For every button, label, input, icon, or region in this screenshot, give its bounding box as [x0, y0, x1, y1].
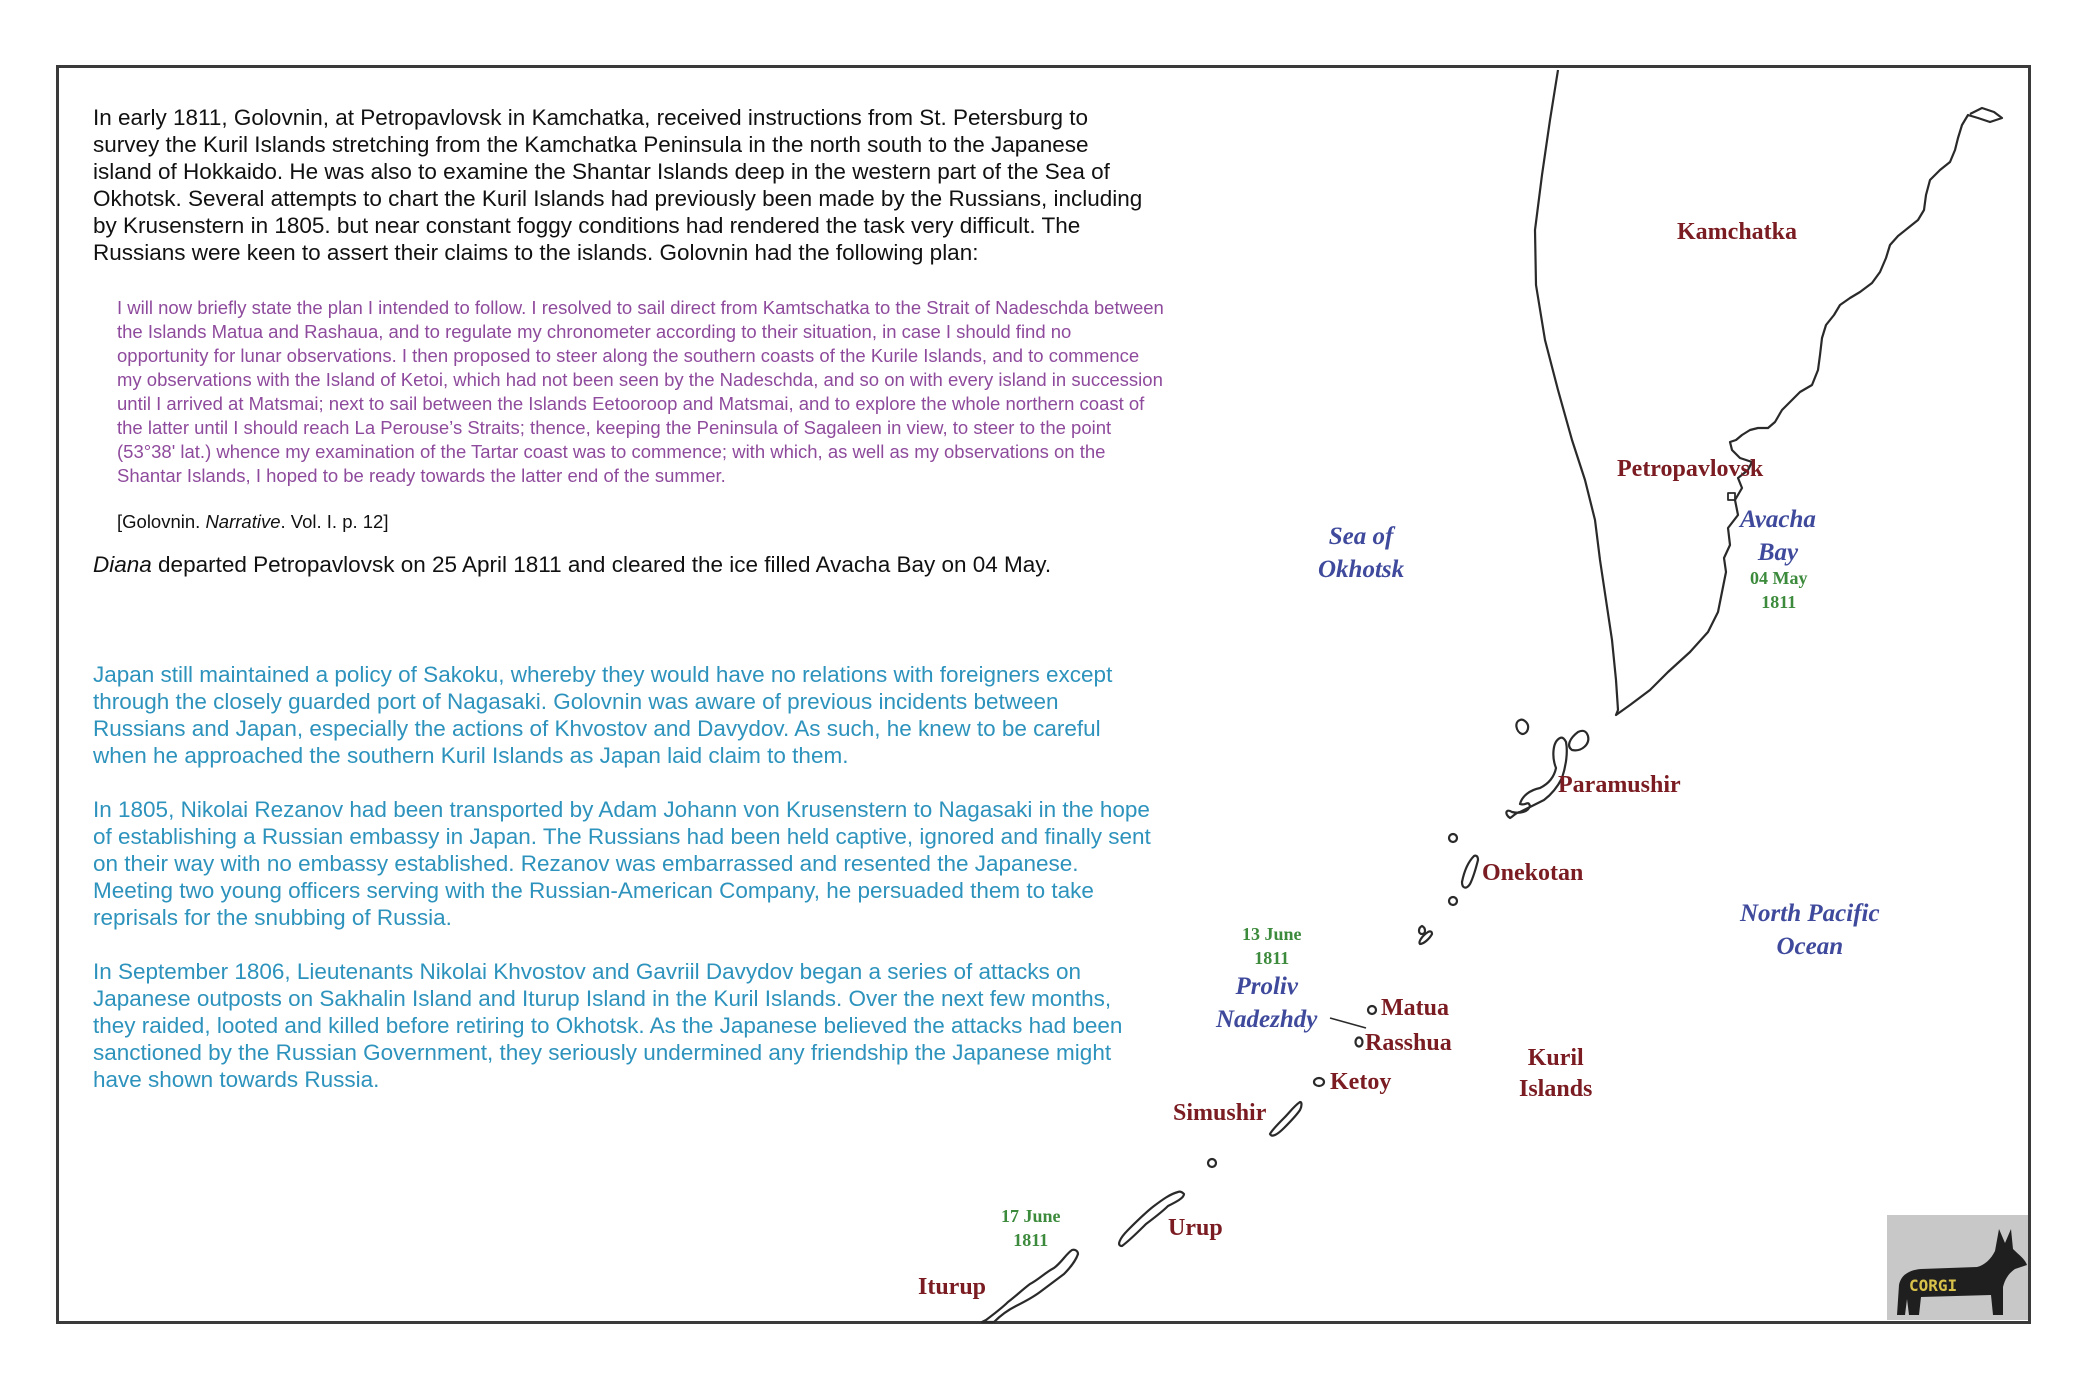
- island-matua: [1368, 1006, 1376, 1014]
- island-ketoy: [1314, 1078, 1324, 1086]
- island-iturup: [982, 1250, 1078, 1322]
- strait-leader-line: [1330, 1018, 1366, 1028]
- logo-text: CORGI: [1909, 1276, 1958, 1295]
- label-rasshua: Rasshua: [1365, 1030, 1452, 1056]
- khvostov-paragraph: In September 1806, Lieutenants Nikolai Khvostov and Gavriil Davydov began a series of attacks on Japanese outposts on Sakhalin Island and Iturup Island in the Kuril Islands. Over the next few months, they raided, looted and killed before retiring to Okhotsk. As the Japanese believed the attacks had been sanctioned by the Russian Government, they seriously undermined any friendship the Japanese might have shown towards Russia.: [93, 959, 1123, 1092]
- label-paramushir: Paramushir: [1558, 772, 1681, 798]
- date-avacha-may: [1750, 568, 1808, 613]
- label-matua: Matua: [1381, 995, 1449, 1021]
- island-atlasov: [1516, 720, 1528, 734]
- date-june13-line1: 13 June: [1242, 924, 1302, 944]
- label-kamchatka: Kamchatka: [1677, 219, 1797, 245]
- label-petropavlovsk: Petropavlovsk: [1617, 456, 1764, 482]
- island-small-2: [1449, 897, 1457, 905]
- petropavlovsk-marker: [1728, 493, 1735, 500]
- island-small-5: [1208, 1159, 1216, 1167]
- label-sea-of-okhotsk: [1318, 523, 1404, 584]
- label-iturup: Iturup: [918, 1274, 987, 1300]
- proliv-line1: Proliv: [1235, 973, 1298, 1000]
- island-shumshu: [1569, 731, 1588, 751]
- date-13-june: [1242, 924, 1302, 969]
- proliv-line2: Nadezhdy: [1216, 1006, 1318, 1033]
- kamchatka-coastline: [1535, 70, 2002, 715]
- avacha-line1: Avacha: [1740, 506, 1816, 533]
- sakoku-paragraph: Japan still maintained a policy of Sakoku, whereby they would have no relations with foreigners except through the closely guarded port of Nagasaki. Golovnin was aware of previous incidents between Russians and Japan, especially the actions of Khvostov and Davydov. As such, he knew to be careful when he approached the southern Kuril Islands as Japan laid claim to them.: [93, 662, 1113, 768]
- label-kuril-line1: Kuril: [1527, 1045, 1584, 1071]
- label-kuril-line2: Islands: [1519, 1076, 1593, 1102]
- date-june17-line2: 1811: [1013, 1230, 1049, 1250]
- island-small-3: [1419, 926, 1425, 934]
- label-proliv-nadezhdy: [1216, 973, 1317, 1034]
- island-small-1: [1449, 834, 1457, 842]
- label-urup: Urup: [1168, 1215, 1223, 1241]
- date-17-june: [1001, 1206, 1061, 1251]
- label-ketoy: Ketoy: [1330, 1069, 1392, 1095]
- departure-detail: departed Petropavlovsk on 25 April 1811 and cleared the ice filled Avacha Bay on 04 May.: [151, 552, 1052, 577]
- island-onekotan: [1462, 856, 1478, 888]
- corgi-dog-icon: [1887, 1215, 2028, 1320]
- pacific-line2: Ocean: [1776, 933, 1844, 960]
- date-avacha-line2: 1811: [1761, 592, 1797, 612]
- golovnin-quote: I will now briefly state the plan I intended to follow. I resolved to sail direct from Kamtschatka to the Strait of Nadeschda between the Islands Matua and Rashaua, and to regulate my chronometer according to their situation, in case I should find no opportunity for lunar observations. I then proposed to steer along the southern coasts of the Kurile Islands, and to commence my observations with the Island of Ketoi, which had not been seen by the Nadeschda, and so on with every island in succession until I arrived at Matsmai; next to sail between the Islands Eetooroop and Matsmai, and to explore the whole northern coast of the latter until I should reach La Perouse’s Straits; thence, keeping the Peninsula of Sagaleen in view, to steer to the point (53°38' lat.) whence my examination of the Tartar coast was to commence; with which, as well as my observations on the Shantar Islands, I hoped to be ready towards the latter end of the summer.: [117, 297, 1164, 486]
- label-north-pacific-ocean: [1740, 900, 1880, 961]
- ship-name: Diana: [93, 552, 152, 577]
- label-simushir: Simushir: [1173, 1100, 1267, 1126]
- corgi-logo: [1887, 1215, 2028, 1320]
- diana-departure-text: [93, 551, 1153, 578]
- label-avacha-bay: [1740, 506, 1816, 567]
- citation-title: Narrative: [205, 511, 281, 532]
- citation-suffix: . Vol. I. p. 12]: [280, 511, 389, 532]
- intro-paragraph: In early 1811, Golovnin, at Petropavlovsk in Kamchatka, received instructions from St. Petersburg to survey the Kuril Islands stretching from the Kamchatka Peninsula in the north south to the Japanese island of Hokkaido. He was also to examine the Shantar Islands deep in the western part of the Sea of Okhotsk. Several attempts to chart the Kuril Islands had previously been made by the Russians, including by Krusenstern in 1805. but near constant foggy conditions had rendered the task very difficult. The Russians were keen to assert their claims to the islands. Golovnin had the following plan:: [93, 105, 1143, 265]
- quote-citation: [117, 511, 388, 533]
- rezanov-paragraph: In 1805, Nikolai Rezanov had been transported by Adam Johann von Krusenstern to Nagasaki in the hope of establishing a Russian embassy in Japan. The Russians had been held captive, ignored and finally sent on their way with no embassy established. Rezanov was embarrassed and resented the Japanese. Meeting two young officers serving with the Russian-American Company, he persuaded them to take reprisals for the snubbing of Russia.: [93, 797, 1151, 930]
- island-simushir: [1270, 1102, 1302, 1136]
- date-june13-line2: 1811: [1254, 948, 1290, 968]
- sea-okhotsk-line1: Sea of: [1328, 523, 1394, 550]
- sea-okhotsk-line2: Okhotsk: [1318, 556, 1405, 583]
- label-kuril-islands: [1519, 1045, 1592, 1103]
- citation-prefix: [Golovnin.: [117, 511, 206, 532]
- label-onekotan: Onekotan: [1482, 860, 1584, 886]
- date-avacha-line1: 04 May: [1750, 568, 1808, 588]
- pacific-line1: North Pacific: [1740, 900, 1880, 927]
- date-june17-line1: 17 June: [1001, 1206, 1061, 1226]
- island-rasshua: [1356, 1038, 1363, 1047]
- avacha-line2: Bay: [1757, 539, 1799, 566]
